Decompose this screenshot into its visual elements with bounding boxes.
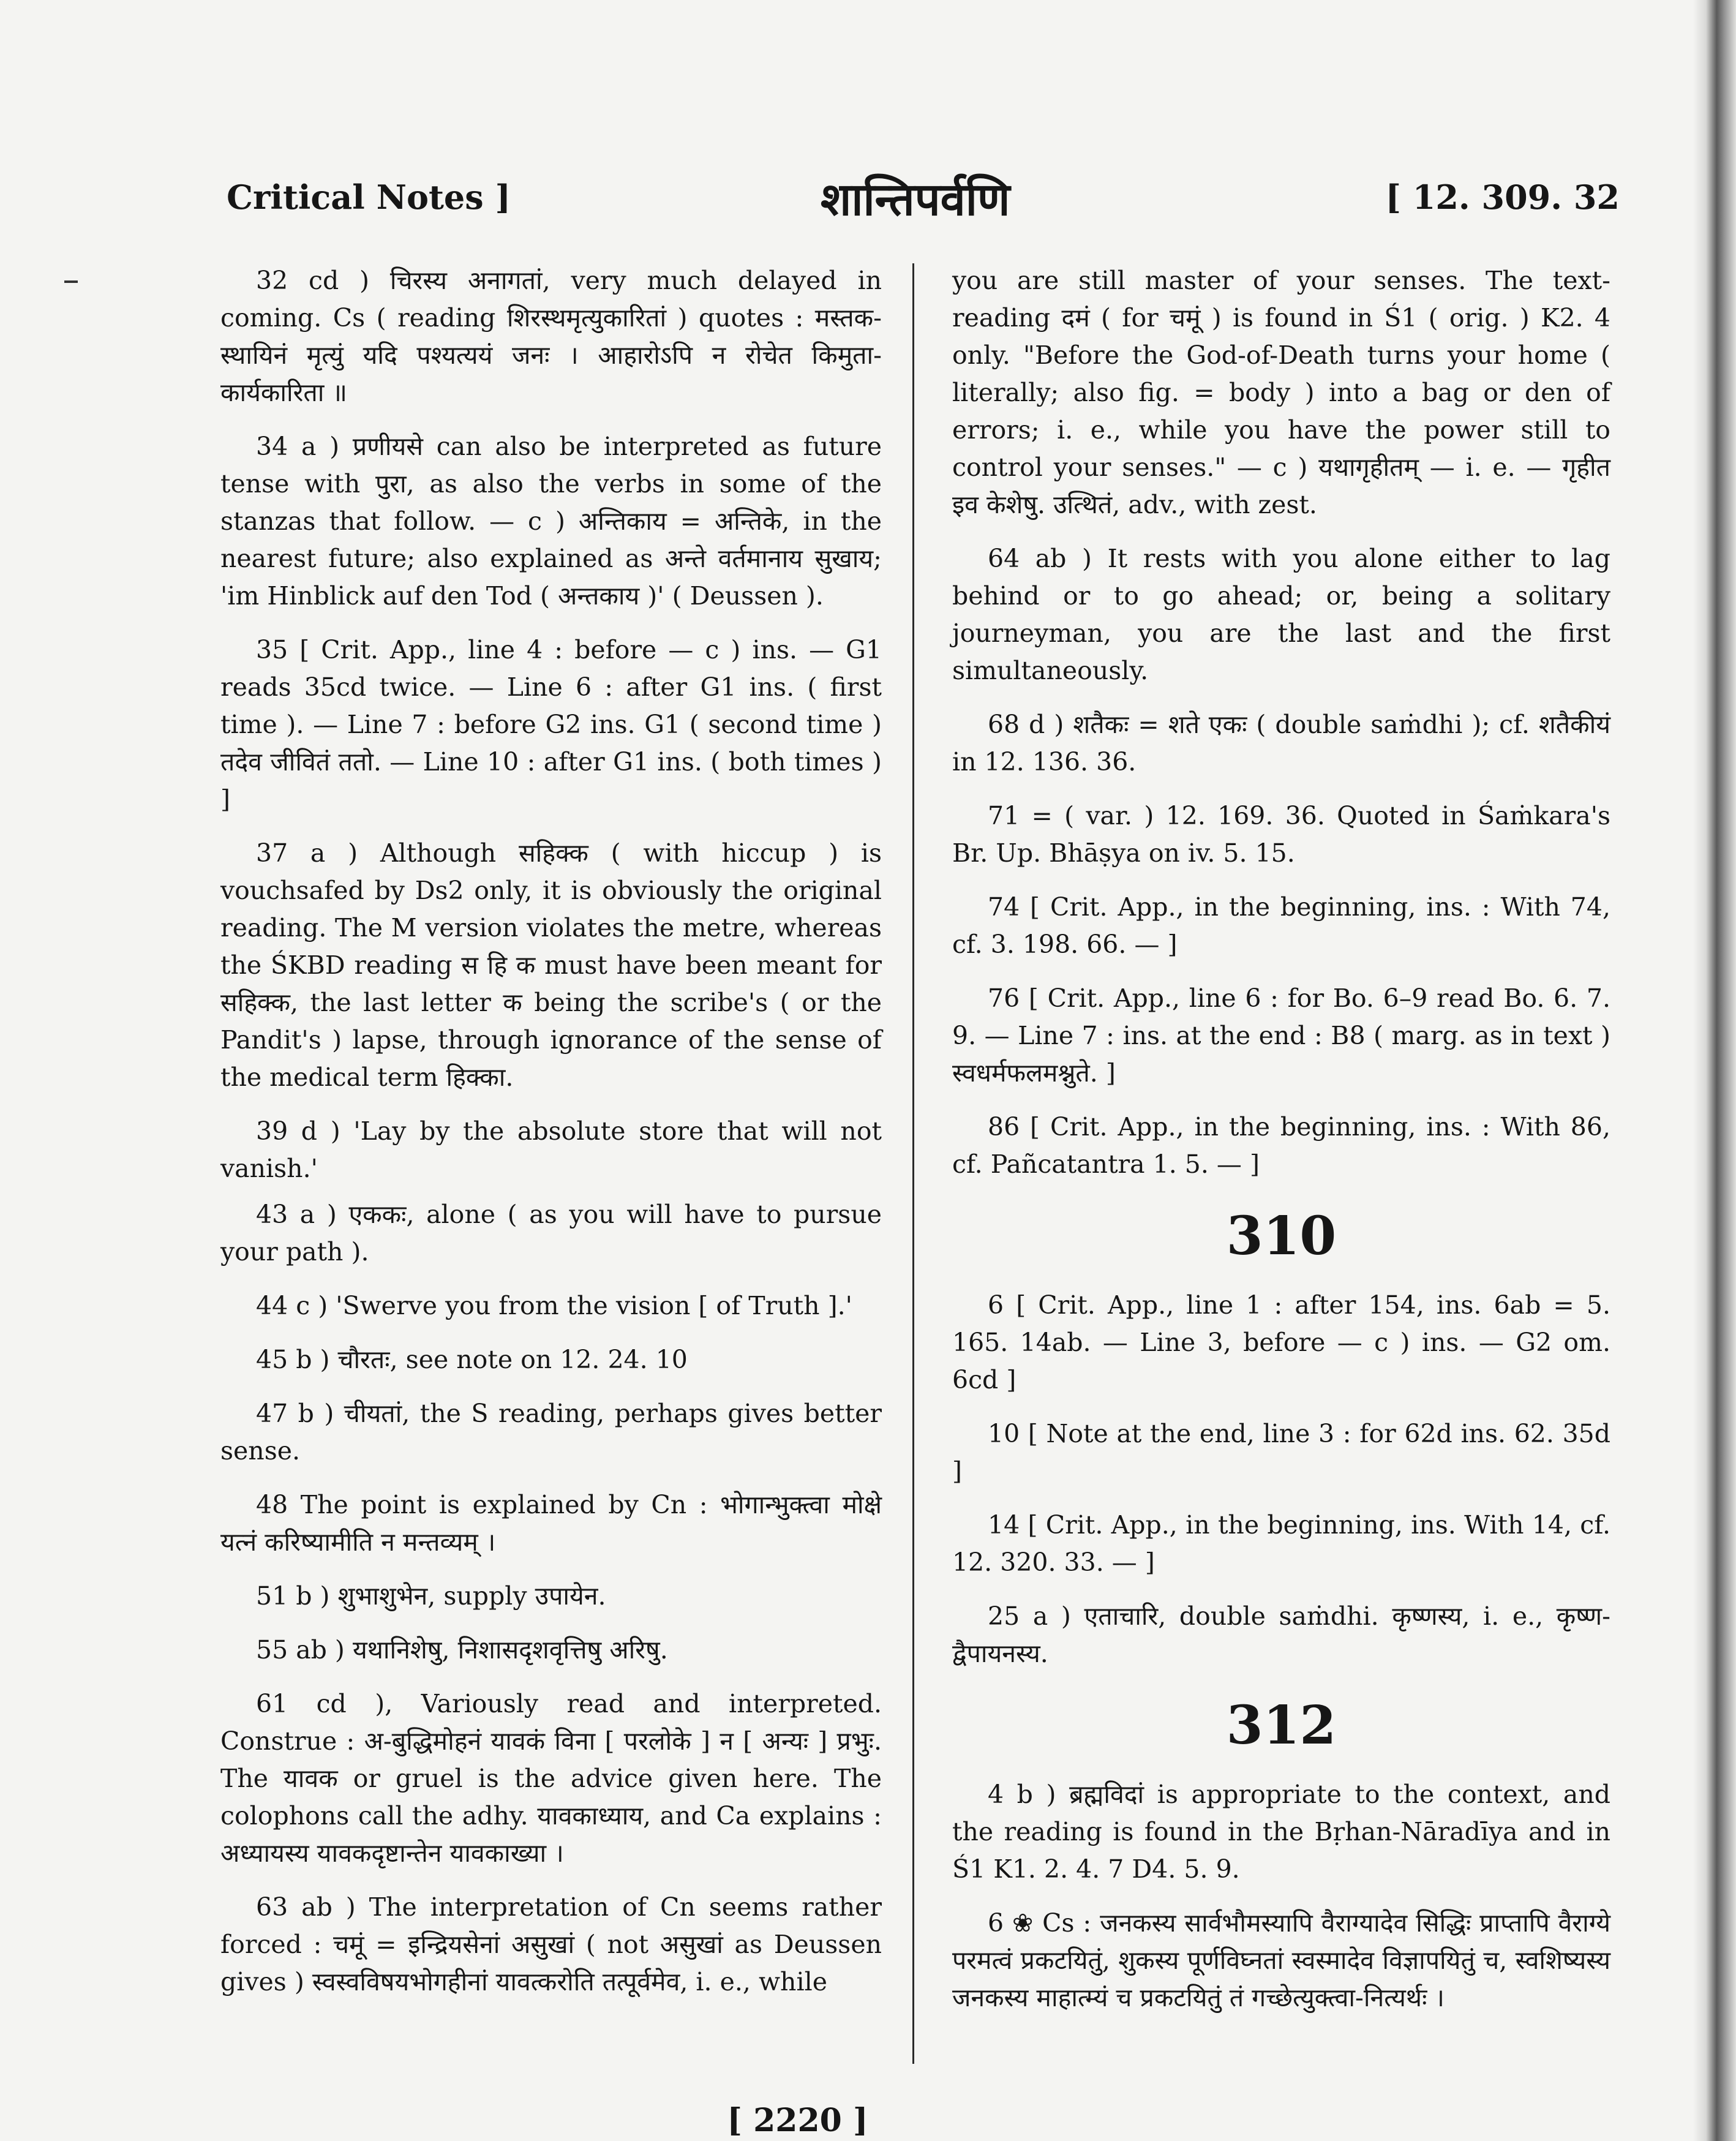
right-column xyxy=(952,262,1610,2033)
note-74: 74 [ Crit. App., in the beginning, ins. : With 74, cf. 3. 198. 66. — ] xyxy=(952,892,1610,959)
note-68: 68 d ) शतैकः = शते एकः ( double saṁdhi ); cf. शतैकीयं in 12. 136. 36. xyxy=(952,710,1610,777)
note-34: 34 a ) प्रणीयसे can also be interpreted as future tense with पुरा, as also the verbs in some of the stanzas that follow. — c ) अन्तिकाय = अन्तिके, in the nearest future; also explained as अन्ते वर्तमानाय सुखाय; 'im Hinblick auf den Tod ( अन्तकाय )' ( Deussen ). xyxy=(220,432,882,611)
note-43: 43 a ) एककः, alone ( as you will have to pursue your path ). xyxy=(220,1200,882,1266)
note-35: 35 [ Crit. App., line 4 : before — c ) ins. — G1 reads 35cd twice. — Line 6 : after G1 ins. ( first time ). — Line 7 : before G2 ins. G1 ( second time ) तदेव जीवितं ततो. — Line 10 : after G1 ins. ( both times ) ] xyxy=(220,635,882,814)
page-number: [ 2220 ] xyxy=(727,2102,868,2139)
note-44: 44 c ) 'Swerve you from the vision [ of Truth ].' xyxy=(256,1291,852,1320)
header-left: Critical Notes ] xyxy=(227,178,511,217)
page-number-footer xyxy=(0,2102,1736,2139)
page-edge-shadow xyxy=(1693,0,1736,2141)
note-63: 63 ab ) The interpretation of Cn seems rather forced : चमूं = इन्द्रियसेनां असुखां ( not असुखां as Deussen gives ) स्वस्वविषयभोगहीनां यावत्करोति तत्पूर्वमेव, i. e., while xyxy=(220,1892,882,1996)
left-column xyxy=(220,262,882,2017)
note-86: 86 [ Crit. App., in the beginning, ins. : With 86, cf. Pañcatantra 1. 5. — ] xyxy=(952,1112,1610,1179)
section-heading-310: 310 xyxy=(1226,1205,1337,1267)
note-39: 39 d ) 'Lay by the absolute store that will not vanish.' xyxy=(220,1116,882,1183)
note-310-25: 25 a ) एताचारि, double saṁdhi. कृष्णस्य, i. e., कृष्ण-द्वैपायनस्य. xyxy=(952,1601,1610,1668)
note-48: 48 The point is explained by Cn : भोगान्भुक्त्वा मोक्षे यत्नं करिष्यामीति न मन्तव्यम् । xyxy=(220,1490,882,1557)
section-heading-312: 312 xyxy=(1226,1695,1337,1756)
note-45: 45 b ) चौरतः, see note on 12. 24. 10 xyxy=(256,1345,688,1374)
column-divider xyxy=(912,263,914,2064)
note-32: 32 cd ) चिरस्य अनागतां, very much delayed in coming. Cs ( reading शिरस्थमृत्युकारितां ) quotes : मस्तक-स्थायिनं मृत्युं यदि पश्यत्ययं जनः । आहारोऽपि न रोचेत किमुता-कार्यकारिता ॥ xyxy=(220,266,882,407)
header-center: शान्तिपर्वणि xyxy=(821,173,1010,226)
note-51: 51 b ) शुभाशुभेन, supply उपायेन. xyxy=(256,1581,606,1611)
note-312-4: 4 b ) ब्रह्मविदां is appropriate to the context, and the reading is found in the Bṛhan-Nāradīya and in Ś1 K1. 2. 4. 7 D4. 5. 9. xyxy=(952,1780,1610,1884)
note-310-10: 10 [ Note at the end, line 3 : for 62d ins. 62. 35d ] xyxy=(952,1419,1610,1486)
note-310-14: 14 [ Crit. App., in the beginning, ins. With 14, cf. 12. 320. 33. — ] xyxy=(952,1510,1610,1577)
note-310-6: 6 [ Crit. App., line 1 : after 154, ins. 6ab = 5. 165. 14ab. — Line 3, before — c ) ins. — G2 om. 6cd ] xyxy=(952,1290,1610,1394)
note-76: 76 [ Crit. App., line 6 : for Bo. 6–9 read Bo. 6. 7. 9. — Line 7 : ins. at the end : B8 ( marg. as in text ) स्वधर्मफलमश्नुते. ] xyxy=(952,984,1610,1088)
note-61: 61 cd ), Variously read and interpreted. Construe : अ-बुद्धिमोहनं यावकं विना [ परलोके ] न [ अन्यः ] प्रभुः. The यावक or gruel is the advice given here. The colophons call the adhy. यावकाध्याय, and Ca explains : अध्यायस्य यावकदृष्टान्तेन यावकाख्या । xyxy=(220,1689,882,1868)
note-63-continued: you are still master of your senses. The text-reading दमं ( for चमूं ) is found in Ś1 ( orig. ) K2. 4 only. "Before the God-of-Death turns your home ( literally; also fig. = body ) into a bag or den of errors; i. e., while you have the power still to control your senses." — c ) यथागृहीतम् — i. e. — गृहीत इव केशेषु. उत्थितं, adv., with zest. xyxy=(952,266,1610,519)
note-71: 71 = ( var. ) 12. 169. 36. Quoted in Śaṁkara's Br. Up. Bhāṣya on iv. 5. 15. xyxy=(952,801,1610,868)
note-64: 64 ab ) It rests with you alone either to lag behind or to go ahead; or, being a solitary journeyman, you are the last and the first simultaneously. xyxy=(952,544,1610,685)
running-header xyxy=(227,164,1620,231)
note-37: 37 a ) Although सहिक्क ( with hiccup ) is vouchsafed by Ds2 only, it is obviously the original reading. The M version violates the metre, whereas the ŚKBD reading स हि क must have been meant for सहिक्क, the last letter क being the scribe's ( or the Pandit's ) lapse, through ignorance of the sense of the medical term हिक्का. xyxy=(220,838,882,1092)
note-312-6: 6 ❀ Cs : जनकस्य सार्वभौमस्यापि वैराग्यादेव सिद्धिः प्राप्तापि वैराग्ये परमत्वं प्रकटयितुं, शुकस्य पूर्णविघ्नतां स्वस्मादेव विज्ञापयितुं च, स्वशिष्यस्य जनकस्य माहात्म्यं च प्रकटयितुं तं गच्छेत्युक्त्वा-नित्यर्थः । xyxy=(952,1908,1610,2012)
note-55: 55 ab ) यथानिशेषु, निशासदृशवृत्तिषु अरिषु. xyxy=(256,1635,668,1665)
margin-mark xyxy=(64,280,78,283)
header-right: [ 12. 309. 32 xyxy=(1385,178,1620,217)
note-47: 47 b ) चीयतां, the S reading, perhaps gives better sense. xyxy=(220,1399,882,1466)
